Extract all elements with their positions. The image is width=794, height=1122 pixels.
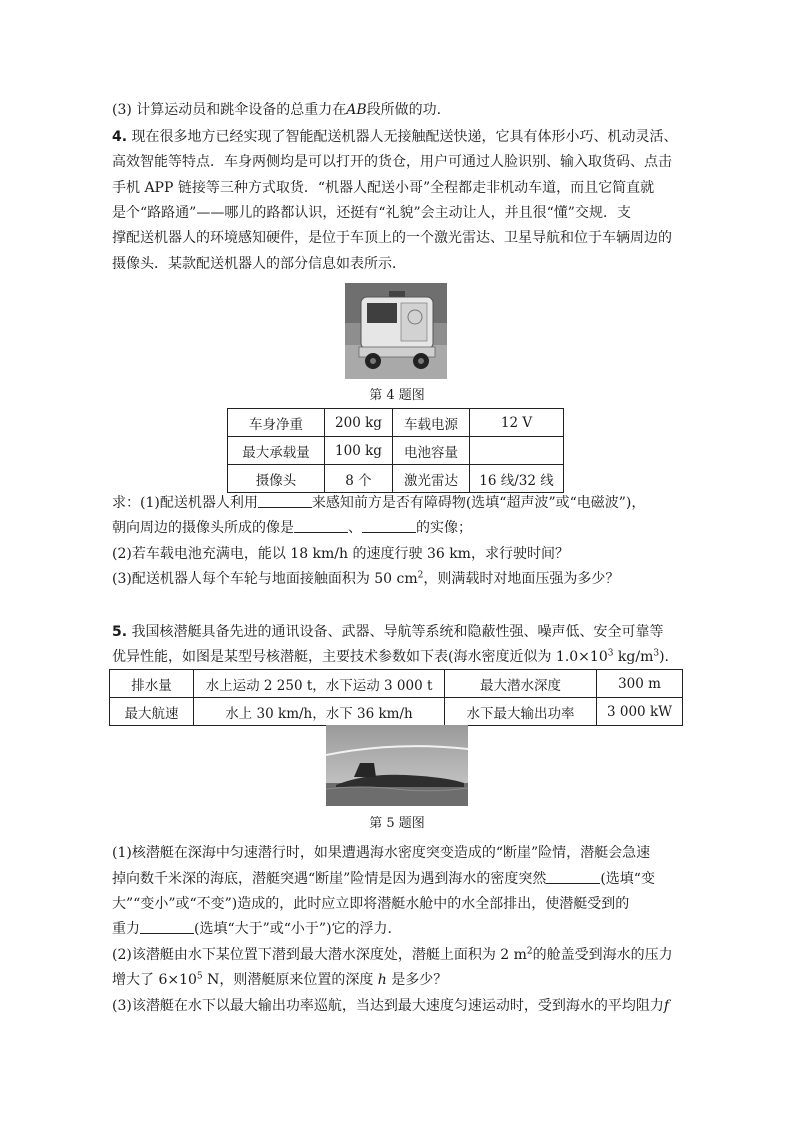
q4-text-line-2: 高效智能等特点．车身两侧均是可以打开的货仓，用户可通过人脸识别、输入取货码、点击 xyxy=(112,154,672,170)
robot-table-cell: 200 kg xyxy=(325,409,393,437)
submarine-photo xyxy=(326,725,468,806)
robot-table-cell: 车载电源 xyxy=(393,409,470,437)
robot-table-cell: 16 线/32 线 xyxy=(470,465,564,493)
robot-table-cell: 摄像头 xyxy=(228,465,325,493)
q5-sub2-line-1: (2)该潜艇由水下某位置下潜到最大潜水深度处，潜艇上面积为 2 $m^2$的舱盖受到海水的压力 xyxy=(112,946,673,963)
q4-figure-caption: 第 4 题图 xyxy=(369,388,425,403)
answer-blank[interactable] xyxy=(140,919,194,934)
submarine-table-cell: 水下最大输出功率 xyxy=(445,698,597,726)
robot-table-cell: 100 kg xyxy=(325,437,393,465)
q4-text-line-3: 手机 APP 链接等三种方式取货．“机器人配送小哥”全程都走非机动车道，而且它简直就 xyxy=(112,180,655,196)
q5-sub1-line-4: 重力 (选填“大于”或“小于”)它的浮力. xyxy=(112,921,393,937)
robot-table-cell: 8 个 xyxy=(325,465,393,493)
robot-table-row xyxy=(228,409,564,437)
submarine-table-row xyxy=(110,698,683,726)
q5-text-line-2: 优异性能，如图是某型号核潜艇，主要技术参数如下表(海水密度近似为 $1.0\times 10^3$ $kg/m^3$). xyxy=(112,648,670,665)
submarine-table-cell: 水上运动 2 250 t，水下运动 3 000 t xyxy=(194,670,445,698)
q4-sub3: (3)配送机器人每个车轮与地面接触面积为 50 $cm^2$，则满载时对地面压强为多少？ xyxy=(112,570,620,587)
q5-figure-caption: 第 5 题图 xyxy=(369,816,425,831)
q5-sub1-line-2: 掉向数千米深的海底，潜艇突遇“断崖”险情是因为遇到海水的密度突然 (选填“变 xyxy=(112,871,655,887)
q4-sub1-line-1: 求：(1)配送机器人利用 来感知前方是否有障碍物(选填“超声波”或“电磁波”)， xyxy=(112,495,646,511)
q4-text-line-5: 撑配送机器人的环境感知硬件，是位于车顶上的一个激光雷达、卫星导航和位于车辆周边的 xyxy=(112,230,672,246)
question-number-5: 5. xyxy=(112,624,128,640)
submarine-table-cell: 300 m xyxy=(597,670,683,698)
submarine-table-row xyxy=(110,670,683,698)
q4-text-line-1: 4. 现在很多地方已经实现了智能配送机器人无接触配送快递，它具有体形小巧、机动灵活、 xyxy=(112,129,678,145)
q5-text-line-1: 5. 我国核潜艇具备先进的通讯设备、武器、导航等系统和隐蔽性强、噪声低、安全可靠等 xyxy=(112,624,664,640)
answer-blank[interactable] xyxy=(294,518,348,533)
delivery-robot-photo xyxy=(345,283,447,379)
robot-info-table xyxy=(227,408,564,493)
q3-part3: (3) 计算运动员和跳伞设备的总重力在AB段所做的功. xyxy=(112,102,442,118)
q5-sub1-line-1: (1)核潜艇在深海中匀速潜行时，如果遭遇海水密度突变造成的“断崖”险情，潜艇会急速 xyxy=(112,845,651,861)
robot-table-cell: 最大承载量 xyxy=(228,437,325,465)
q5-sub1-line-3: 大”“变小”或“不变”)造成的，此时应立即将潜艇水舱中的水全部排出，使潜艇受到的 xyxy=(112,896,630,912)
submarine-specs-table xyxy=(109,669,683,726)
submarine-table-cell: 最大航速 xyxy=(110,698,194,726)
robot-table-cell: 电池容量 xyxy=(393,437,470,465)
q4-sub1-line-2: 朝向周边的摄像头所成的像是 、 的实像； xyxy=(112,520,472,536)
robot-table-cell xyxy=(470,437,564,465)
submarine-table-cell: 排水量 xyxy=(110,670,194,698)
robot-table-row xyxy=(228,465,564,493)
submarine-table-cell: 最大潜水深度 xyxy=(445,670,597,698)
q4-text-line-4: 是个“路路通”——哪儿的路都认识，还挺有“礼貌”会主动让人，并且很“懂”交规．支 xyxy=(112,205,631,221)
question-number-4: 4. xyxy=(112,129,128,145)
q5-sub3-line-1: (3)该潜艇在水下以最大输出功率巡航，当达到最大速度匀速运动时，受到海水的平均阻力f xyxy=(112,998,670,1014)
q4-text-line-6: 摄像头．某款配送机器人的部分信息如表所示． xyxy=(112,256,406,272)
robot-table-cell: 激光雷达 xyxy=(393,465,470,493)
q5-sub2-line-2: 增大了 $6\times 10^5$ N，则潜艇原来位置的深度 h 是多少？ xyxy=(112,971,448,988)
answer-blank[interactable] xyxy=(546,869,600,884)
robot-table-cell: 车身净重 xyxy=(228,409,325,437)
robot-table-cell: 12 V xyxy=(470,409,564,437)
submarine-table-cell: 3 000 kW xyxy=(597,698,683,726)
robot-table-row xyxy=(228,437,564,465)
answer-blank[interactable] xyxy=(362,518,416,533)
q4-sub2: (2)若车载电池充满电，能以 18 km/h 的速度行驶 36 km，求行驶时间？ xyxy=(112,546,569,562)
answer-blank[interactable] xyxy=(258,493,312,508)
submarine-table-cell: 水上 30 km/h，水下 36 km/h xyxy=(194,698,445,726)
